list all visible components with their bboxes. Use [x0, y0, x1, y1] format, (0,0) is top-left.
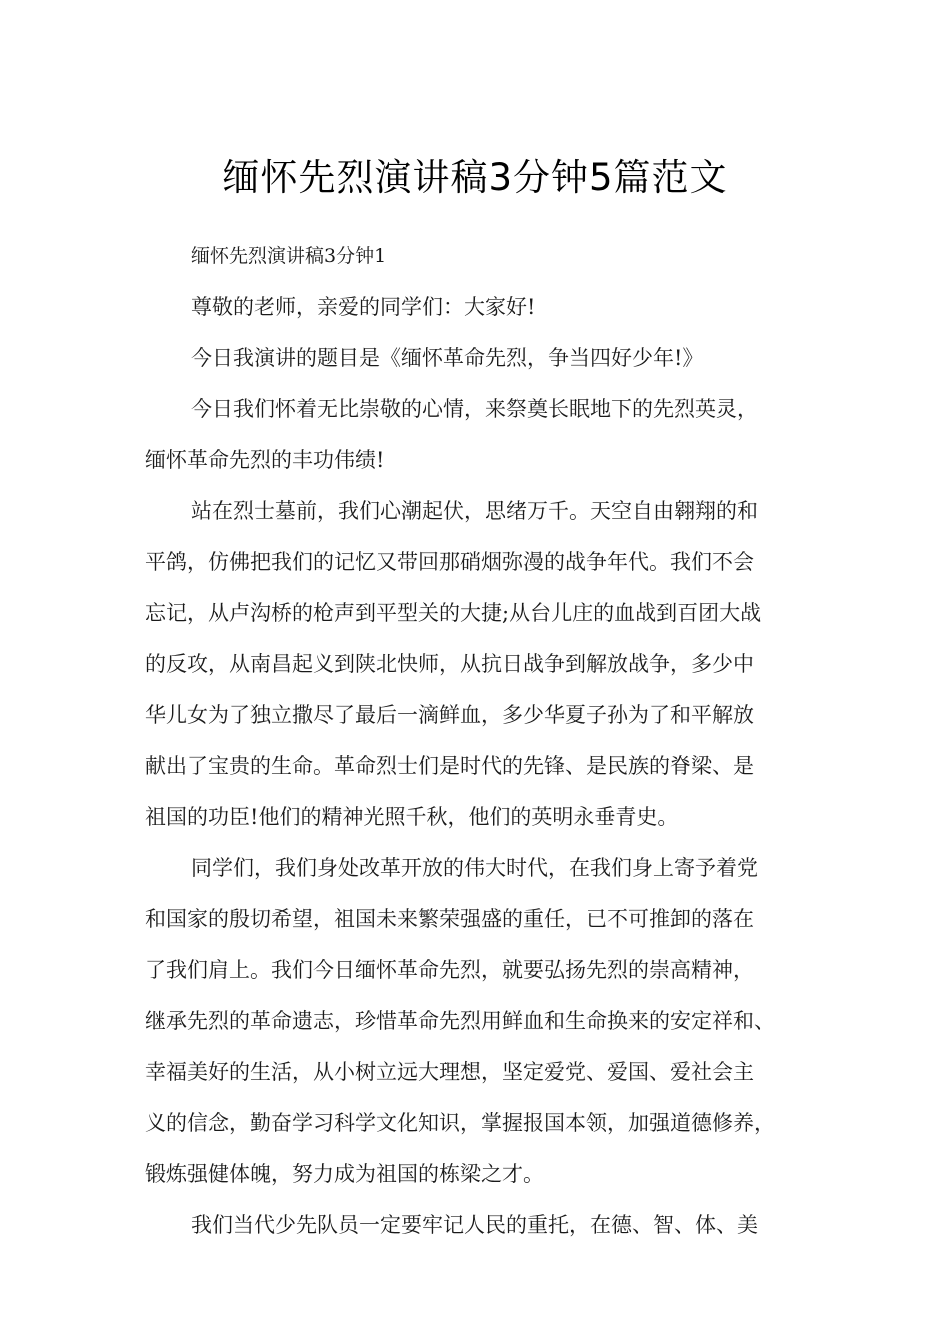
document-title: 缅怀先烈演讲稿3分钟5篇范文	[222, 155, 728, 199]
paragraph-line: 义的信念，勤奋学习科学文化知识，掌握报国本领，加强道德修养，	[145, 1111, 775, 1135]
paragraph-line: 的反攻，从南昌起义到陕北快师，从抗日战争到解放战争，多少中	[145, 652, 754, 676]
paragraph-line: 平鸽，仿佛把我们的记忆又带回那硝烟弥漫的战争年代。我们不会	[145, 550, 754, 574]
paragraph-line: 忘记，从卢沟桥的枪声到平型关的大捷;从台儿庄的血战到百团大战	[145, 601, 762, 625]
paragraph-line: 献出了宝贵的生命。革命烈士们是时代的先锋、是民族的脊梁、是	[145, 754, 754, 778]
paragraph-line: 继承先烈的革命遗志，珍惜革命先烈用鲜血和生命换来的安定祥和、	[145, 1009, 775, 1033]
paragraph-line: 今日我们怀着无比崇敬的心情，来祭奠长眠地下的先烈英灵，	[191, 397, 758, 421]
paragraph-line: 锻炼强健体魄，努力成为祖国的栋梁之才。	[145, 1162, 544, 1186]
paragraph-line: 我们当代少先队员一定要牢记人民的重托，在德、智、体、美	[191, 1213, 758, 1237]
document-body	[145, 231, 825, 1251]
paragraph-line: 祖国的功臣!他们的精神光照千秋，他们的英明永垂青史。	[145, 805, 679, 829]
paragraph-line: 尊敬的老师，亲爱的同学们：大家好!	[191, 295, 536, 319]
paragraph-line: 和国家的殷切希望，祖国未来繁荣强盛的重任，已不可推卸的落在	[145, 907, 754, 931]
paragraph-line: 同学们，我们身处改革开放的伟大时代，在我们身上寄予着党	[191, 856, 758, 880]
paragraph-line: 今日我演讲的题目是《缅怀革命先烈，争当四好少年!》	[191, 346, 704, 370]
section-heading: 缅怀先烈演讲稿3分钟1	[191, 245, 387, 267]
paragraph-line: 缅怀革命先烈的丰功伟绩!	[145, 448, 385, 472]
paragraph-line: 站在烈士墓前，我们心潮起伏，思绪万千。天空自由翱翔的和	[191, 499, 758, 523]
paragraph-line: 华儿女为了独立撒尽了最后一滴鲜血，多少华夏子孙为了和平解放	[145, 703, 754, 727]
paragraph-line: 幸福美好的生活，从小树立远大理想，坚定爱党、爱国、爱社会主	[145, 1060, 754, 1084]
paragraph-line: 了我们肩上。我们今日缅怀革命先烈，就要弘扬先烈的崇高精神，	[145, 958, 754, 982]
